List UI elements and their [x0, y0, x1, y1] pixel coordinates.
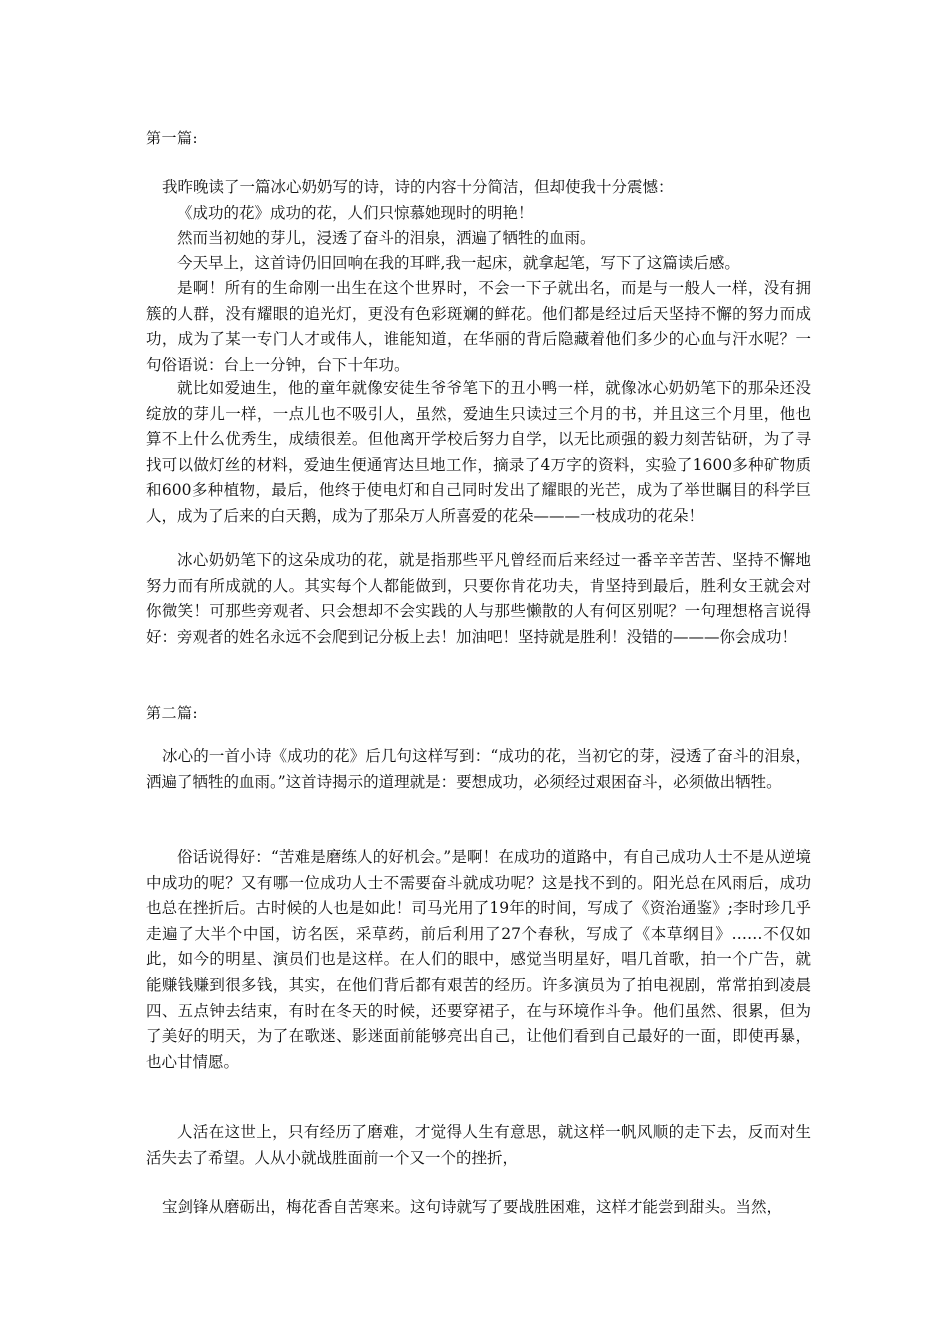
s2-paragraph-2: 俗话说得好：“苦难是磨练人的好机会。”是啊！在成功的道路中，有自己成功人士不是从逆境中成功的呢？又有哪一位成功人士不需要奋斗就成功呢？这是找不到的。阳光总在风雨后，成功也总在挫折后。古时候的人也是如此！司马光用了19年的时间，写成了《资治通鉴》;李时珍几乎走遍了大半个中国，访名医，采草药，前后利用了27个春秋，写成了《本草纲目》……不仅如此，如今的明星、演员们也是这样。在人们的眼中，感觉当明星好，唱几首歌，拍一个广告，就能赚钱赚到很多钱，其实，在他们背后都有艰苦的经历。许多演员为了拍电视剧，常常拍到凌晨四、五点钟去结束，有时在冬天的时候，还要穿裙子，在与环境作斗争。他们虽然、很累，但为了美好的明天，为了在歌迷、影迷面前能够亮出自己，让他们看到自己最好的一面，即使再暴，也心甘情愿。: [146, 848, 811, 1071]
s1-paragraph-7: 冰心奶奶笔下的这朵成功的花，就是指那些平凡曾经而后来经过一番辛辛苦苦、坚持不懈地努力而有所成就的人。其实每个人都能做到，只要你肯花功夫，肯坚持到最后，胜利女王就会对你微笑！可那些旁观者、只会想却不会实践的人与那些懒散的人有何区别呢？一句理想格言说得好：旁观者的姓名永远不会爬到记分板上去！加油吧！坚持就是胜利！没错的———你会成功！: [146, 551, 811, 646]
s1-paragraph-3: 然而当初她的芽儿，浸透了奋斗的泪泉，洒遍了牺牲的血雨。: [177, 229, 596, 247]
s1-paragraph-6: 就比如爱迪生，他的童年就像安徒生爷爷笔下的丑小鸭一样，就像冰心奶奶笔下的那朵还没绽放的芽儿一样，一点儿也不吸引人，虽然，爱迪生只读过三个月的书，并且这三个月里，他也算不上什么优秀生，成绩很差。但他离开学校后努力自学，以无比顽强的毅力刻苦钻研，为了寻找可以做灯丝的材料，爱迪生便通宵达旦地工作，摘录了4万字的资料，实验了1600多种矿物质和600多种植物，最后，他终于使电灯和自己同时发出了耀眼的光芒，成为了举世瞩目的科学巨人，成为了后来的白天鹅，成为了那朵万人所喜爱的花朵———一枝成功的花朵！: [146, 379, 811, 525]
s2-paragraph-4: 宝剑锋从磨砺出，梅花香自苦寒来。这句诗就写了要战胜困难，这样才能尝到甜头。当然，: [162, 1198, 783, 1216]
s1-paragraph-5: 是啊！所有的生命刚一出生在这个世界时，不会一下子就出名，而是与一般人一样，没有拥簇的人群，没有耀眼的追光灯，更没有色彩斑斓的鲜花。他们都是经过后天坚持不懈的努力而成功，成为了某一专门人才或伟人，谁能知道，在华丽的背后隐藏着他们多少的心血与汗水呢？一句俗语说：台上一分钟，台下十年功。: [146, 279, 811, 374]
s1-paragraph-1: 我昨晚读了一篇冰心奶奶写的诗，诗的内容十分简洁，但却使我十分震憾：: [162, 178, 674, 196]
s1-paragraph-2: 《成功的花》成功的花，人们只惊慕她现时的明艳！: [177, 204, 534, 222]
section-1-title: 第一篇:: [146, 129, 199, 147]
s1-paragraph-4: 今天早上，这首诗仍旧回响在我的耳畔,我一起床，就拿起笔，写下了这篇读后感。: [177, 254, 740, 272]
section-2-title: 第二篇:: [146, 704, 199, 722]
s2-paragraph-3: 人活在这世上，只有经历了磨难，才觉得人生有意思，就这样一帆风顺的走下去，反而对生活失去了希望。人从小就战胜面前一个又一个的挫折，: [146, 1123, 811, 1167]
s2-paragraph-1: 冰心的一首小诗《成功的花》后几句这样写到：“成功的花，当初它的芽，浸透了奋斗的泪泉，洒遍了牺牲的血雨。”这首诗揭示的道理就是：要想成功，必须经过艰困奋斗，必须做出牺牲。: [146, 747, 811, 791]
